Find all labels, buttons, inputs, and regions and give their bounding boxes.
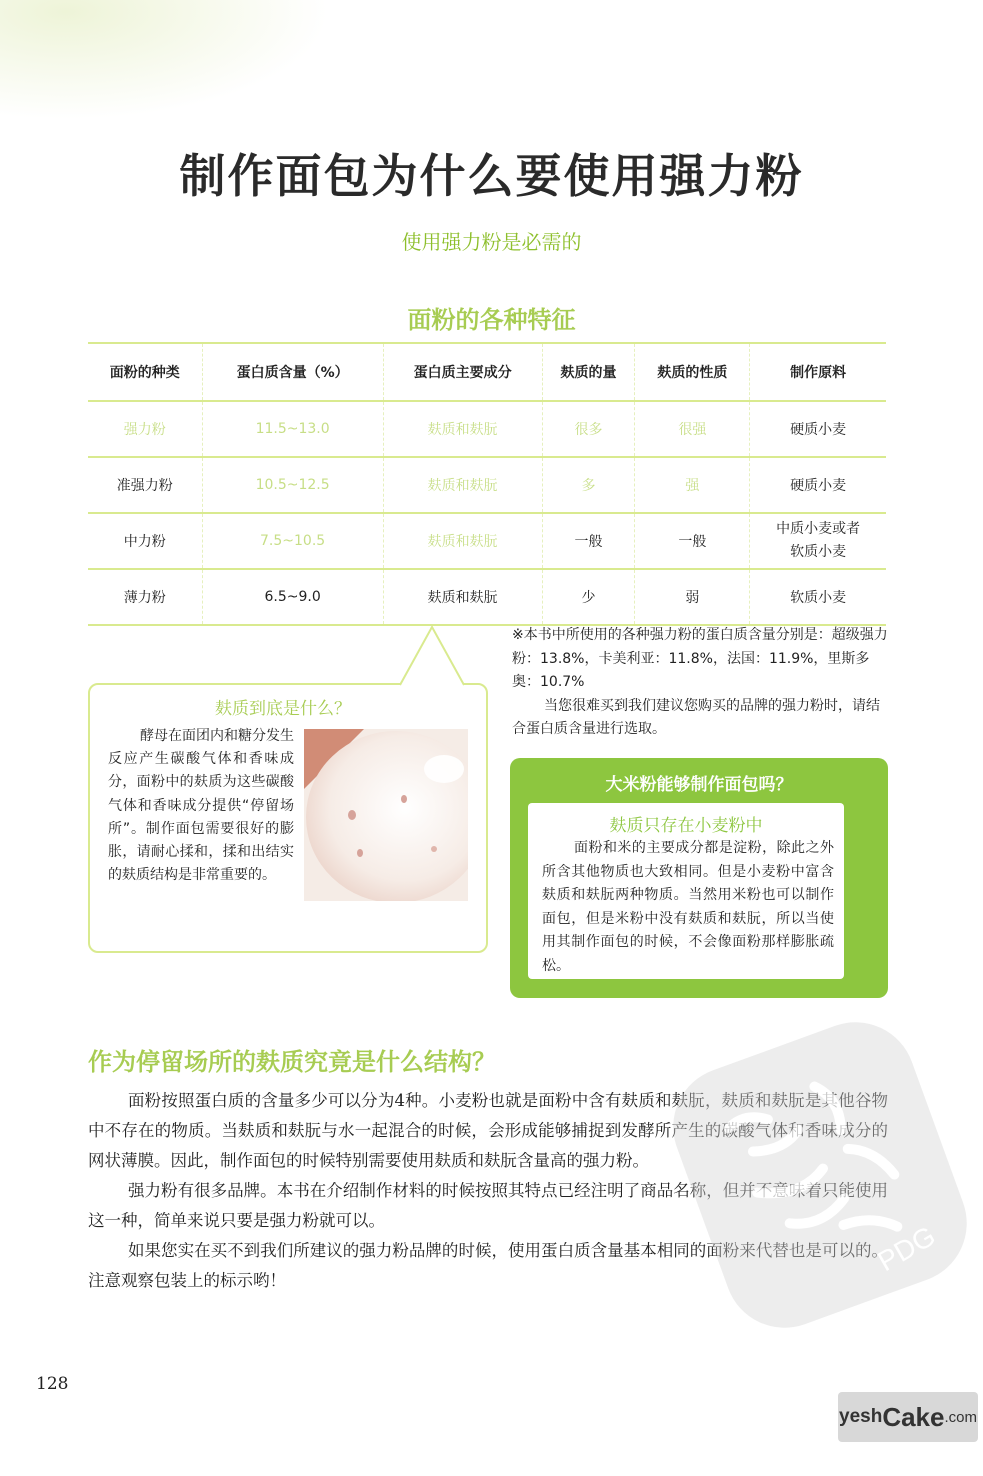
page-subtitle: 使用强力粉是必需的 xyxy=(401,230,582,254)
table-cell-line: 软质小麦 xyxy=(790,544,847,560)
header-protein-content: 蛋白质含量（%） xyxy=(202,343,383,401)
header-protein-components: 蛋白质主要成分 xyxy=(383,343,542,401)
logo-text-prefix: yesh xyxy=(839,1406,883,1427)
table-cell: 一般 xyxy=(635,513,750,569)
rice-box-text xyxy=(542,837,834,978)
header-flour-type: 面粉的种类 xyxy=(88,343,202,401)
table-cell-line: 中质小麦或者 xyxy=(776,521,861,537)
table-cell xyxy=(750,513,886,569)
body-paragraph: 面粉按照蛋白质的含量多少可以分为4种。小麦粉也就是面粉中含有麸质和麸朊，麸质和麸朊是其他谷物中不存在的物质。当麸质和麸朊与水一起混合的时候，会形成能够捕捉到发酵所产生的碳酸气体和香味成分的网状薄膜。因此，制作面包的时候特别需要使用麸质和麸朊含量高的强力粉。 xyxy=(88,1091,888,1170)
table-row xyxy=(88,569,886,625)
watermark-text: PDG xyxy=(872,1220,941,1278)
table-cell: 硬质小麦 xyxy=(750,457,886,513)
table-row xyxy=(88,457,886,513)
protein-note xyxy=(512,624,890,742)
table-cell: 软质小麦 xyxy=(750,569,886,625)
table-cell: 准强力粉 xyxy=(88,457,202,513)
table-cell: 强 xyxy=(635,457,750,513)
protein-note-line: ※本书中所使用的各种强力粉的蛋白质含量分别是：超级强力粉：13.8%，卡美利亚：11.8%，法国：11.9%，里斯多奥：10.7% xyxy=(512,627,888,690)
table-cell: 少 xyxy=(542,569,635,625)
page-title: 制作面包为什么要使用强力粉 xyxy=(179,149,804,203)
rice-box-heading: 大米粉能够制作面包吗？ xyxy=(605,775,793,795)
table-cell: 很多 xyxy=(542,401,635,457)
table-cell: 中力粉 xyxy=(88,513,202,569)
gluten-box-title: 麸质到底是什么？ xyxy=(215,699,351,719)
table-cell: 7.5~10.5 xyxy=(202,513,383,569)
logo-text-suffix: .com xyxy=(944,1408,977,1426)
flour-characteristics-table xyxy=(88,342,886,626)
corner-decoration xyxy=(0,0,330,120)
section-heading: 作为停留场所的麸质究竟是什么结构？ xyxy=(88,1047,496,1076)
table-cell: 很强 xyxy=(635,401,750,457)
gluten-box-paragraph: 酵母在面团内和糖分发生反应产生碳酸气体和香味成分，面粉中的麸质为这些碳酸气体和香味成分提供“停留场所”。制作面包需要很好的膨胀，请耐心揉和，揉和出结实的麸质结构是非常重要的。 xyxy=(108,728,294,884)
table-cell: 硬质小麦 xyxy=(750,401,886,457)
site-logo xyxy=(838,1392,978,1442)
table-cell: 麸质和麸朊 xyxy=(383,569,542,625)
gluten-box-text xyxy=(108,725,294,887)
table-cell: 麸质和麸朊 xyxy=(383,457,542,513)
table-title: 面粉的各种特征 xyxy=(407,305,576,334)
header-gluten-amount: 麸质的量 xyxy=(542,343,635,401)
table-header-row xyxy=(88,343,886,401)
rice-box-paragraph: 面粉和米的主要成分都是淀粉，除此之外所含其他物质也大致相同。但是小麦粉中富含麸质和麸朊两种物质。当然用米粉也可以制作面包，但是米粉中没有麸质和麸朊，所以当使用其制作面包的时候，不会像面粉那样膨胀疏松。 xyxy=(542,840,834,974)
speech-bubble-tail xyxy=(398,625,470,687)
dough-photo xyxy=(304,729,468,901)
table-cell: 薄力粉 xyxy=(88,569,202,625)
table-cell: 麸质和麸朊 xyxy=(383,401,542,457)
table-row xyxy=(88,513,886,569)
pdg-watermark xyxy=(655,1010,983,1340)
body-paragraph: 如果您实在买不到我们所建议的强力粉品牌的时候，使用蛋白质含量基本相同的面粉来代替也是可以的。注意观察包装上的标示哟！ xyxy=(88,1241,888,1290)
table-cell: 10.5~12.5 xyxy=(202,457,383,513)
table-cell: 麸质和麸朊 xyxy=(383,513,542,569)
table-cell: 6.5~9.0 xyxy=(202,569,383,625)
table-cell: 强力粉 xyxy=(88,401,202,457)
protein-note-advice: 当您很难买到我们建议您购买的品牌的强力粉时，请结合蛋白质含量进行选取。 xyxy=(512,697,880,737)
rice-box-subheading: 麸质只存在小麦粉中 xyxy=(609,816,763,836)
header-raw-material: 制作原料 xyxy=(750,343,886,401)
table-cell: 一般 xyxy=(542,513,635,569)
page-number: 128 xyxy=(36,1374,69,1394)
table-cell: 弱 xyxy=(635,569,750,625)
logo-text-main: Cake xyxy=(882,1401,945,1432)
body-paragraph: 强力粉有很多品牌。本书在介绍制作材料的时候按照其特点已经注明了商品名称，但并不意味着只能使用这一种，简单来说只要是强力粉就可以。 xyxy=(88,1181,888,1230)
table-cell: 多 xyxy=(542,457,635,513)
header-gluten-property: 麸质的性质 xyxy=(635,343,750,401)
table-row xyxy=(88,401,886,457)
table-cell: 11.5~13.0 xyxy=(202,401,383,457)
